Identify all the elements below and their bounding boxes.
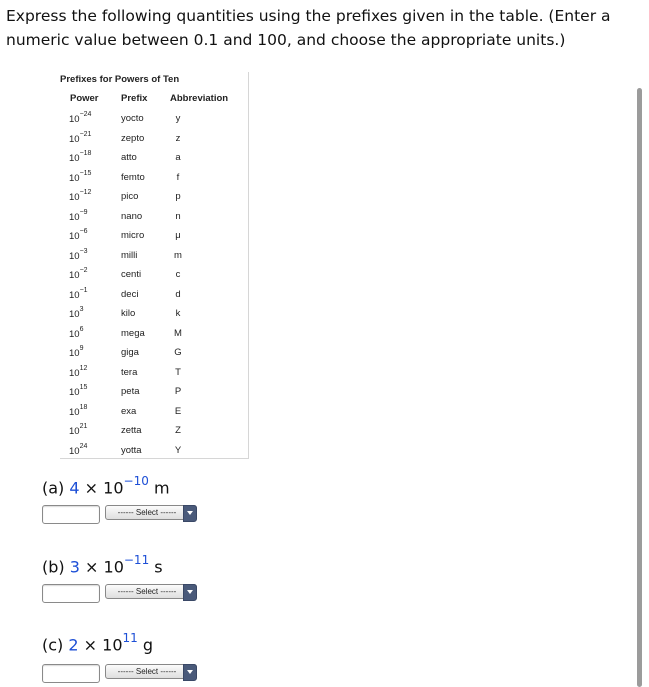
power-cell: $10^3$ [69, 306, 84, 321]
times-ten: × 10 [84, 478, 124, 498]
table-row [60, 247, 248, 266]
power-cell: $10^{-18}$ [69, 150, 92, 165]
prefix-cell: yocto [121, 113, 144, 124]
coefficient: 3 [69, 557, 80, 577]
header-abbreviation: Abbreviation [170, 93, 229, 104]
prefix-cell: atto [121, 152, 137, 163]
abbr-cell: T [175, 366, 181, 378]
select-label: ------ Select ------ [117, 667, 177, 676]
unit: s [154, 557, 163, 577]
power-cell: $10^{-9}$ [69, 208, 88, 223]
power-cell: $10^{21}$ [69, 423, 88, 438]
power-cell: $10^{-24}$ [69, 111, 92, 126]
table-row [60, 422, 248, 441]
power-cell: $10^{12}$ [69, 364, 88, 379]
abbr-cell: a [175, 152, 181, 163]
instructions: Express the following quantities using the prefixes given in the table. (Enter a numeric value between 0.1 and 100, and choose the appropriate units.) [6, 7, 611, 49]
prefix-cell: yotta [121, 444, 142, 456]
table-row [60, 403, 248, 422]
answer-input-a[interactable] [42, 505, 100, 524]
prefix-cell: zetta [121, 425, 142, 436]
table-row [60, 383, 248, 402]
abbr-cell: f [176, 171, 180, 183]
prefix-cell: centi [121, 269, 142, 280]
exponent: 11 [122, 631, 138, 645]
power-cell: $10^{-3}$ [69, 247, 88, 262]
prefix-cell: femto [121, 171, 145, 183]
times-ten: × 10 [85, 557, 124, 577]
abbr-cell: c [175, 269, 181, 280]
unit: m [153, 478, 170, 498]
abbr-cell: y [175, 113, 181, 124]
table-row [60, 227, 248, 246]
unit-select-b[interactable] [105, 584, 197, 599]
abbr-cell: μ [175, 230, 181, 241]
table-row [60, 266, 248, 285]
power-cell: $10^{-1}$ [69, 286, 88, 301]
question-b [42, 555, 163, 576]
power-cell: $10^9$ [69, 345, 84, 360]
abbr-cell: p [175, 191, 181, 202]
table-row [60, 305, 248, 324]
chevron-down-icon[interactable] [183, 505, 197, 522]
coefficient: 2 [68, 635, 79, 655]
prefix-cell: milli [121, 249, 138, 261]
power-cell: $10^6$ [69, 325, 84, 340]
part-label: (b) [42, 557, 65, 577]
prefix-cell: nano [121, 210, 143, 222]
prefix-cell: mega [121, 327, 145, 339]
scrollbar[interactable] [637, 88, 642, 687]
prefix-cell: zepto [121, 132, 145, 144]
table-row [60, 325, 248, 344]
header-power: Power [70, 93, 99, 104]
exponent: −10 [123, 474, 149, 488]
answer-input-c[interactable] [42, 664, 100, 683]
table-row [60, 442, 248, 461]
part-label: (c) [42, 635, 64, 655]
coefficient: 4 [69, 478, 80, 498]
abbr-cell: E [174, 405, 182, 417]
table-row [60, 286, 248, 305]
table-row [60, 344, 248, 363]
table-row [60, 130, 248, 149]
abbr-cell: Z [175, 425, 181, 436]
times-ten: × 10 [83, 635, 123, 655]
abbr-cell: G [174, 347, 182, 358]
select-label: ------ Select ------ [117, 587, 177, 596]
answer-input-b[interactable] [42, 584, 100, 603]
table-row [60, 149, 248, 168]
power-cell: $10^{18}$ [69, 403, 88, 418]
abbr-cell: z [175, 132, 181, 144]
select-label: ------ Select ------ [117, 508, 177, 517]
power-cell: $10^{-6}$ [69, 228, 88, 243]
prefix-cell: pico [121, 191, 139, 202]
chevron-down-icon[interactable] [183, 584, 197, 601]
table-row [60, 208, 248, 227]
table-row [60, 188, 248, 207]
chevron-down-icon[interactable] [183, 664, 197, 681]
question-c [42, 633, 153, 654]
abbr-cell: m [174, 249, 182, 261]
unit: g [142, 635, 154, 655]
power-cell: $10^{-15}$ [69, 169, 92, 184]
table-title: Prefixes for Powers of Ten [60, 74, 180, 85]
prefix-table [60, 72, 249, 459]
table-row [60, 364, 248, 383]
header-prefix: Prefix [121, 93, 148, 104]
prefix-cell: giga [121, 347, 139, 358]
abbr-cell: Y [174, 444, 182, 456]
part-label: (a) [42, 478, 65, 498]
abbr-cell: k [175, 308, 181, 319]
prefix-cell: micro [121, 230, 145, 241]
prefix-cell: peta [121, 386, 140, 397]
unit-select-c[interactable] [105, 664, 197, 679]
exponent: −11 [123, 553, 150, 567]
unit-select-a[interactable] [105, 505, 197, 520]
prefix-cell: tera [121, 366, 138, 378]
power-cell: $10^{15}$ [69, 384, 88, 399]
power-cell: $10^{-2}$ [69, 267, 88, 282]
table-row [60, 169, 248, 188]
abbr-cell: d [175, 288, 181, 300]
abbr-cell: M [174, 327, 182, 339]
prefix-cell: kilo [121, 308, 136, 319]
prefix-cell: exa [121, 405, 137, 417]
prefix-cell: deci [121, 288, 139, 300]
table-row [60, 110, 248, 129]
question-a [42, 476, 170, 497]
power-cell: $10^{-12}$ [69, 189, 92, 204]
power-cell: $10^{24}$ [69, 442, 88, 457]
power-cell: $10^{-21}$ [69, 130, 92, 145]
abbr-cell: P [174, 386, 182, 397]
abbr-cell: n [175, 210, 181, 222]
